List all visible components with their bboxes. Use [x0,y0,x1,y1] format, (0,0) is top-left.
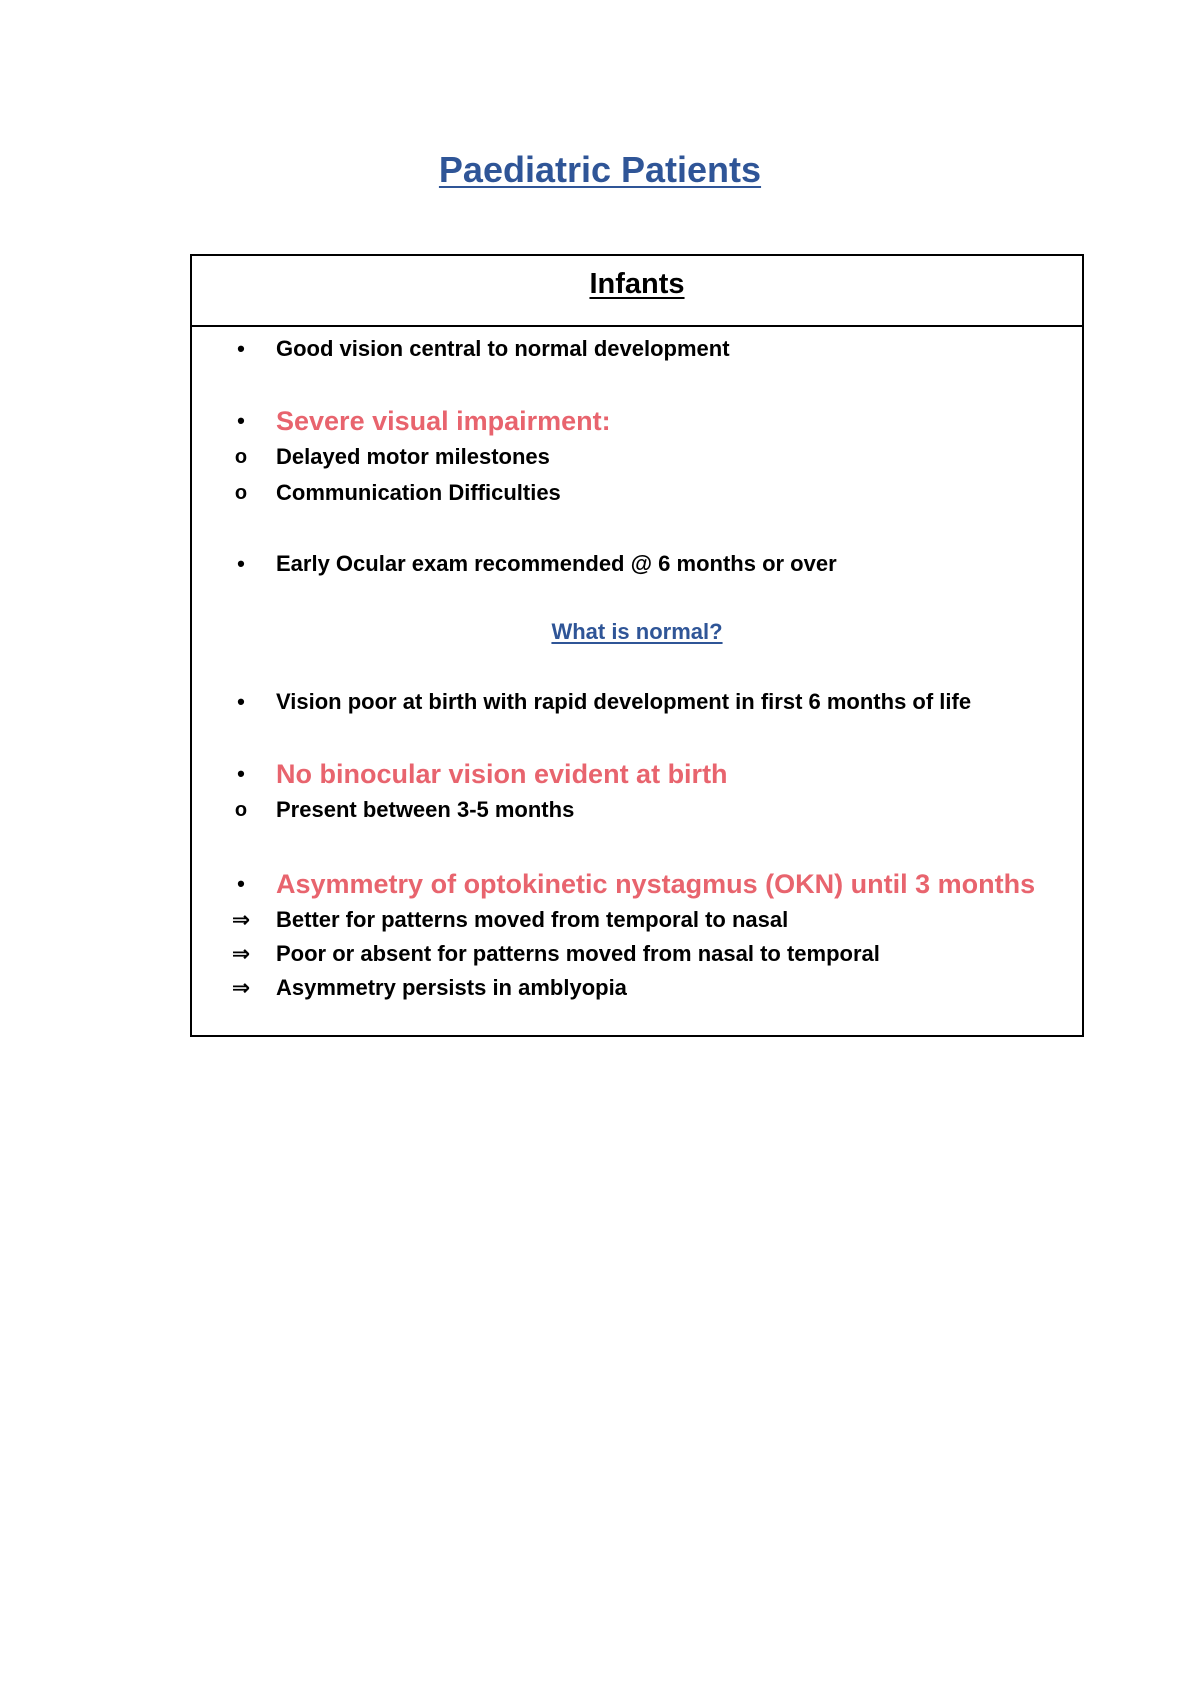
list-item-text: Communication Difficulties [276,480,561,505]
bullet-marker: • [237,408,245,433]
list-item-text: Severe visual impairment: [276,406,611,436]
list-item [192,439,1082,475]
list-item [192,936,1082,972]
infants-box [190,254,1084,1037]
list-item-text: Asymmetry of optokinetic nystagmus (OKN) until 3 months [276,869,1036,899]
arrow-marker: ⇒ [231,907,251,932]
list-item [192,792,1082,828]
list-item [192,756,1082,792]
list-item-text: Vision poor at birth with rapid development in first 6 months of life [276,689,972,714]
bullet-marker: • [237,689,245,714]
bullet-marker: • [237,871,245,896]
arrow-marker: ⇒ [231,941,251,966]
circle-marker: o [234,799,248,821]
circle-marker: o [234,482,248,504]
bullet-marker: • [237,336,245,361]
list-item [192,866,1082,902]
list-item-text: Early Ocular exam recommended @ 6 months or over [276,551,837,576]
list-item-text: Present between 3-5 months [276,797,575,822]
list-item-text: Poor or absent for patterns moved from nasal to temporal [276,941,880,966]
list-item-text: Asymmetry persists in amblyopia [276,975,627,1000]
list-item-text: Better for patterns moved from temporal to nasal [276,907,789,932]
arrow-marker: ⇒ [231,975,251,1000]
list-item-text: No binocular vision evident at birth [276,759,728,789]
list-item [192,475,1082,511]
list-item [192,403,1082,439]
list-item-text: Good vision central to normal development [276,336,730,361]
circle-marker: o [234,446,248,468]
list-item [192,331,1082,367]
bullet-marker: • [237,551,245,576]
page-title: Paediatric Patients [438,149,762,190]
subheading-what-is-normal: What is normal? [551,619,723,644]
list-item [192,902,1082,938]
box-header [192,256,1082,327]
list-item-text: Delayed motor milestones [276,444,550,469]
list-item [192,970,1082,1006]
bullet-marker: • [237,761,245,786]
section-heading: Infants [589,268,685,300]
list-item [192,684,1082,720]
list-item [192,546,1082,582]
